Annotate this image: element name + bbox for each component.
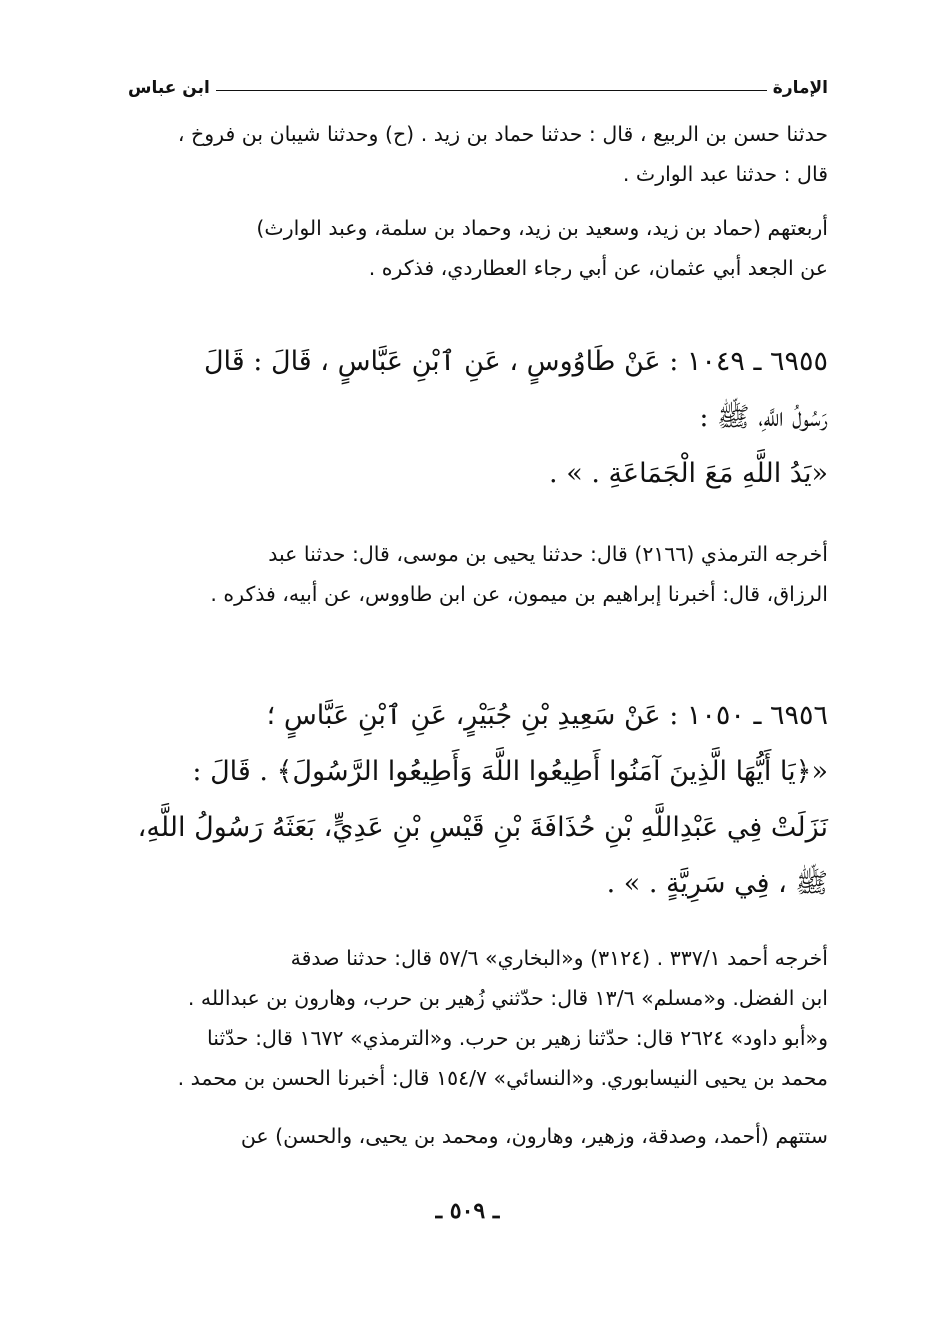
text-line: محمد بن يحيى النيسابوري. و«النسائي» ١٥٤/٧ قال: أخبرنا الحسن بن محمد . [177, 1066, 828, 1090]
hadith-line: ٦٩٥٦ ـ ١٠٥٠ : عَنْ سَعِيدِ بْنِ جُبَيْرٍ، عَنِ ٱبْنِ عَبَّاسٍ ؛ [266, 700, 828, 731]
commentary-chain-1 [110, 114, 828, 194]
takhrij-1050 [110, 938, 828, 1098]
takhrij-1049 [110, 534, 828, 614]
text-line: أربعتهم (حماد بن زيد، وسعيد بن زيد، وحماد بن سلمة، وعبد الوارث) [256, 216, 828, 240]
header-rule [216, 90, 767, 91]
commentary-chain-2 [110, 208, 828, 288]
text-line: أخرجه الترمذي (٢١٦٦) قال: حدثنا يحيى بن موسى، قال: حدثنا عبد [268, 542, 828, 566]
hadith-line: «﴿يَا أَيُّهَا الَّذِينَ آمَنُوا أَطِيعُوا اللَّهَ وَأَطِيعُوا الرَّسُولَ﴾ . قَالَ : [192, 756, 828, 787]
hadith-line: رَسُولُ اللَّهِ، ﷺ : [699, 402, 828, 433]
text-line: أخرجه أحمد ٣٣٧/١ . (٣١٢٤) و«البخاري» ٥٧/٦ قال: حدثنا صدقة [290, 946, 828, 970]
page-number: ـ ٥٠٩ ـ [435, 1198, 500, 1224]
text-line: الرزاق، قال: أخبرنا إبراهيم بن ميمون، عن ابن طاووس، عن أبيه، فذكره . [210, 582, 828, 606]
hadith-1049 [110, 334, 828, 502]
hadith-line: نَزَلَتْ فِي عَبْدِاللَّهِ بْنِ حُذَافَةَ بْنِ قَيْسِ بْنِ عَدِيٍّ، بَعَثَهُ رَسُولُ اللَّهِ، [137, 812, 828, 843]
hadith-line: ٦٩٥٥ ـ ١٠٤٩ : عَنْ طَاوُوسٍ ، عَنِ ٱبْنِ عَبَّاسٍ ، قَالَ : قَالَ [203, 346, 828, 377]
section-title: الإمارة [772, 78, 828, 98]
hadith-1050 [110, 688, 828, 912]
running-header [128, 74, 828, 102]
hadith-line: ﷺ ، فِي سَرِيَّةٍ . » . [606, 868, 828, 899]
text-line: قال : حدثنا عبد الوارث . [622, 162, 828, 186]
text-line: عن الجعد أبي عثمان، عن أبي رجاء العطاردي، فذكره . [368, 256, 828, 280]
text-line: و«أبو داود» ٢٦٢٤ قال: حدّثنا زهير بن حرب. و«الترمذي» ١٦٧٢ قال: حدّثنا [207, 1026, 828, 1050]
text-line: ابن الفضل. و«مسلم» ١٣/٦ قال: حدّثني زُهير بن حرب، وهارون بن عبدالله . [187, 986, 828, 1010]
text-line: ستتهم (أحمد، وصدقة، وزهير، وهارون، ومحمد بن يحيى، والحسن) عن [240, 1124, 828, 1148]
chapter-title: ابن عباس [128, 78, 210, 98]
hadith-line: «يَدُ اللَّهِ مَعَ الْجَمَاعَةِ . » . [549, 458, 828, 489]
commentary-chain-3 [110, 1116, 828, 1156]
text-line: حدثنا حسن بن الربيع ، قال : حدثنا حماد بن زيد . (ح) وحدثنا شيبان بن فروخ ، [177, 122, 828, 146]
